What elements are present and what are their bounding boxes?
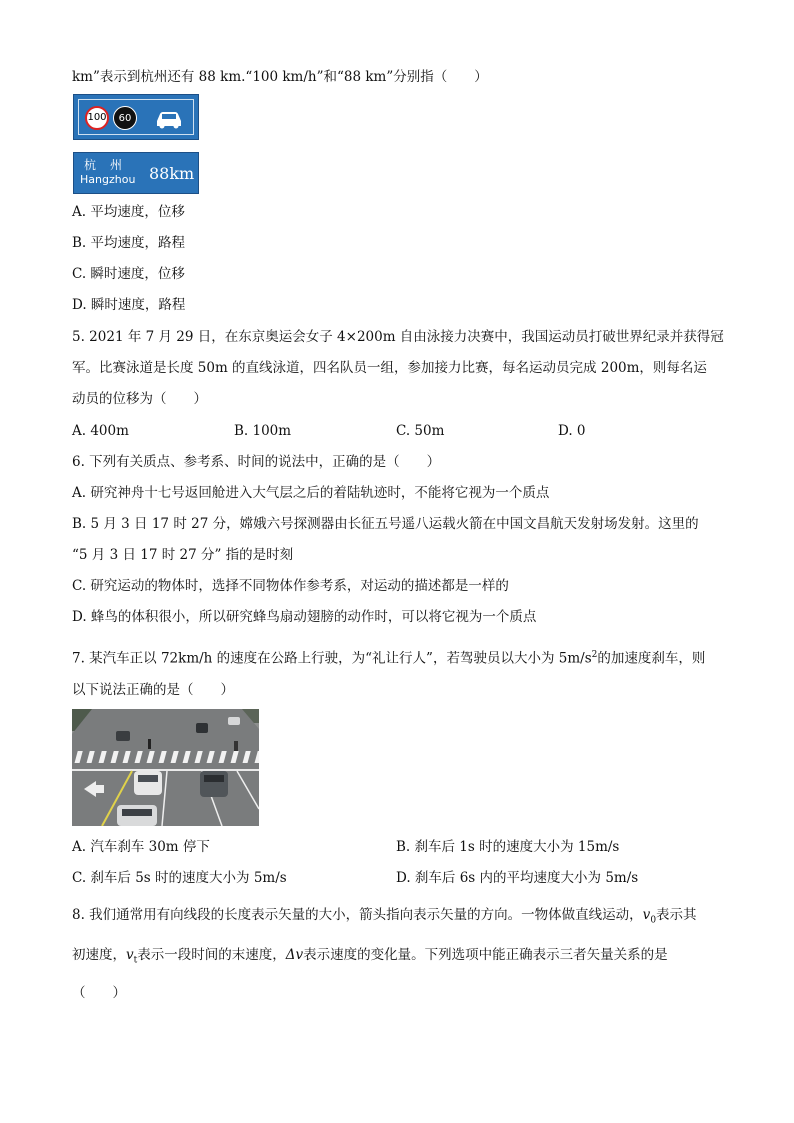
crosswalk-photo <box>72 709 259 826</box>
q4-option-b: B. 平均速度，路程 <box>72 235 186 251</box>
dest-city-cn: 杭州 <box>84 158 137 172</box>
q6-option-b-cont: “5 月 3 日 17 时 27 分” 指的是时刻 <box>72 547 294 563</box>
q6-option-b: B. 5 月 3 日 17 时 27 分，嫦娥六号探测器由长征五号遥八运载火箭在中国文昌航天发射场发射。这里的 <box>72 516 699 532</box>
dest-distance: 88km <box>149 164 195 183</box>
q7-option-c: C. 刹车后 5s 时的速度大小为 5m/s <box>72 870 287 886</box>
q8-line-1: 8. 我们通常用有向线段的长度表示矢量的大小，箭头指向表示矢量的方向。一物体做直线运动，$v_0$表示其 <box>72 907 697 926</box>
q6-stem: 6. 下列有关质点、参考系、时间的说法中，正确的是（ ） <box>72 454 441 470</box>
q6-option-c: C. 研究运动的物体时，选择不同物体作参考系，对运动的描述都是一样的 <box>72 578 509 594</box>
q7-option-d: D. 刹车后 6s 内的平均速度大小为 5m/s <box>396 870 639 886</box>
q5-line-2: 军。比赛泳道是长度 50m 的直线泳道，四名队员一组，参加接力比赛，每名运动员完成 200m，则每名运 <box>72 360 707 376</box>
q5-line-3: 动员的位移为（ ） <box>72 391 207 407</box>
q6-option-d: D. 蜂鸟的体积很小，所以研究蜂鸟扇动翅膀的动作时，可以将它视为一个质点 <box>72 609 537 625</box>
q5-option-c: C. 50m <box>396 423 445 439</box>
q8-line-2: 初速度，$v_t$表示一段时间的末速度，Δv表示速度的变化量。下列选项中能正确表示三者矢量关系的是 <box>72 947 668 966</box>
q5-line-1: 5. 2021 年 7 月 29 日，在东京奥运会女子 4×200m 自由泳接力决赛中，我国运动员打破世界纪录并获得冠 <box>72 329 724 345</box>
speed-max-circle: 100 <box>85 106 109 130</box>
q5-option-b: B. 100m <box>234 423 292 439</box>
q4-option-c: C. 瞬时速度，位移 <box>72 266 185 282</box>
q4-option-a: A. 平均速度，位移 <box>72 204 185 220</box>
q4-option-d: D. 瞬时速度，路程 <box>72 297 186 313</box>
q4-stem-tail: km”表示到杭州还有 88 km.“100 km/h”和“88 km”分别指（ ） <box>72 69 488 85</box>
speed-limit-sign <box>73 94 199 140</box>
q7-option-b: B. 刹车后 1s 时的速度大小为 15m/s <box>396 839 620 855</box>
q5-option-a: A. 400m <box>72 423 129 439</box>
q7-stem-line-2: 以下说法正确的是（ ） <box>72 682 234 698</box>
q7-option-a: A. 汽车刹车 30m 停下 <box>72 839 210 855</box>
dest-city-en: Hangzhou <box>80 173 136 186</box>
q6-option-a: A. 研究神舟十七号返回舱进入大气层之后的着陆轨迹时，不能将它视为一个质点 <box>72 485 550 501</box>
q7-stem-line-1: 7. 某汽车正以 72km/h 的速度在公路上行驶，为“礼让行人”，若驾驶员以大小为 $5m/s^2$的加速度刹车，则 <box>72 650 706 667</box>
car-icon <box>154 109 184 129</box>
destination-sign <box>73 152 199 194</box>
speed-min-circle: 60 <box>113 106 137 130</box>
q8-line-3: （ ） <box>72 985 126 1001</box>
q5-option-d: D. 0 <box>558 423 586 439</box>
